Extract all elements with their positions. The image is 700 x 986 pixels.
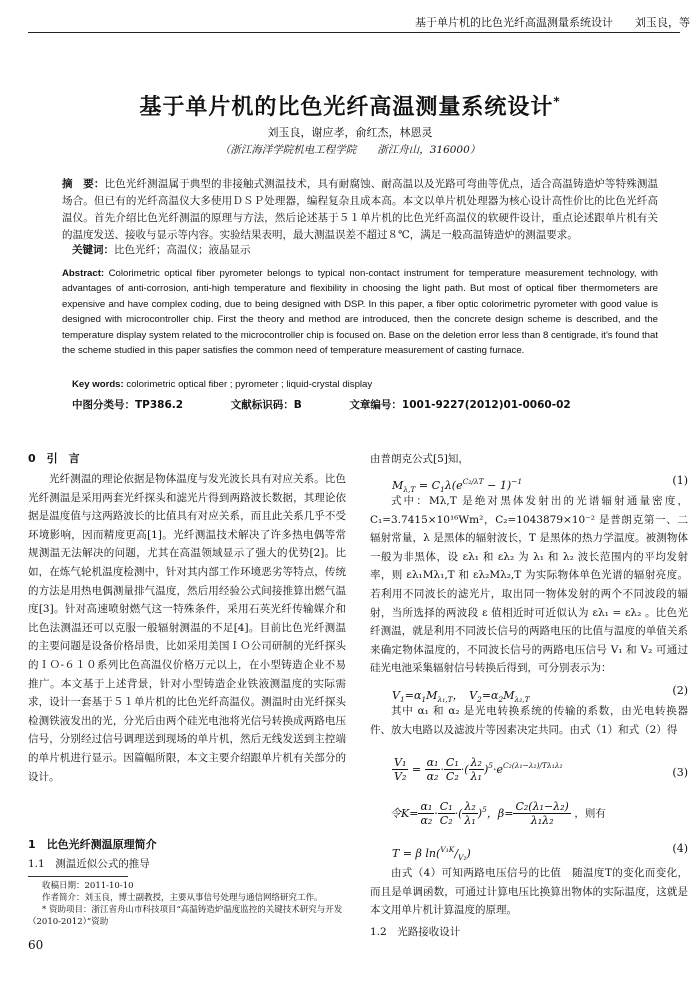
section-1-2-heading: 1.2 光路接收设计 — [370, 926, 461, 938]
running-title: 基于单片机的比色光纤高温测量系统设计 — [415, 16, 613, 29]
equation-2-body: $V_1=\alpha_1M_{\lambda_1,T}$， $V_2=\alpha_2M_{\lambda_2,T}$ — [392, 689, 530, 704]
section-0-heading: 0 引 言 — [28, 452, 80, 465]
abstract-en-label: Abstract: — [62, 268, 105, 279]
equation-1-number: (1) — [672, 474, 688, 487]
affiliation: （浙江海洋学院机电工程学院 浙江舟山，316000） — [219, 144, 481, 156]
footnote-rule — [28, 876, 128, 877]
abstract-english — [62, 266, 658, 358]
equation-2 — [370, 684, 688, 704]
equation-4-explanation: 由式（4）可知两路电压信号的比值 随温度T的变化而变化，而且是单调函数，可通过计算电压比换算出物体的实际温度，这就是本文用单片机计算温度的原理。 — [370, 867, 688, 917]
document-code: 文献标识码：B — [230, 399, 302, 411]
footnote-funding: * 资助项目：浙江省舟山市科技项目“高温铸造炉温度监控的关键技术研究与开发（2010-2012）”资助 — [28, 905, 343, 927]
keywords-chinese — [72, 242, 251, 257]
section-1-1-heading: 1.1 测温近似公式的推导 — [28, 858, 150, 870]
equation-k-beta-body: 令K= $\frac{\text{α₁}}{\text{α₂}}$ · $\frac{\text{C₁}}{\text{C₂}}$ ·( $\frac{\text{λ₂}}{\text{λ₁}}$ )$^5$，β= $\frac{\text{C₂(λ₁−λ₂)}}{\text{λ₁λ₂}}$ — [390, 800, 569, 827]
footnote-author: 作者简介：刘玉良，博士副教授，主要从事信号处理与通信网络研究工作。 — [42, 893, 323, 903]
paper-title-text: 基于单片机的比色光纤高温测量系统设计 — [139, 95, 554, 120]
header-rule — [28, 32, 680, 33]
abstract-cn-label: 摘 要： — [62, 178, 105, 190]
keywords-en-text: colorimetric optical fiber ; pyrometer ; liquid-crystal display — [126, 379, 373, 390]
page-number: 60 — [28, 938, 44, 952]
equation-4 — [370, 842, 688, 862]
article-number: 文章编号：1001-9227(2012)01-0060-02 — [349, 399, 571, 411]
abstract-en-text: Colorimetric optical fiber pyrometer belongs to typical non-contact instrument for temperature measurement technology, with advantages of anti-corrosion, anti-high temperature and flexibility in choosing the light path. But most of optical fiber thermometers are expensive and have complex coding, due to being designed with DSP. In this paper, a fiber optic colorimetric pyrometer with good value is designed with microcontroller chip. First the theory and method are introduced, then the concrete design scheme is described, and the temperature display system related to the microcontroller chip is focused on. Base on the deletion error less than 8 centigrade, it's found that the scheme studied in this paper satisfies the common need of temperature measurement of casting furnace. — [62, 268, 658, 357]
clc-number: 中图分类号：TP386.2 — [72, 399, 184, 411]
title-footnote-mark: * — [553, 94, 561, 109]
classification-line — [72, 397, 672, 412]
intro-paragraph: 光纤测温的理论依据是物体温度与发光波长具有对应关系。比色光纤测温是采用两套光纤探头和滤光片得到两路波长数据，其理论依据是温度值与这两路波长的比值具有对应关系，而且此关系几乎不受环境影响，因而精度更高[1]。光纤测温技术解决了许多热电偶等常规测温无法解决的问题，尤其在高温领域显示了强大的优势[2]。比如，在炼气轮机温度检测中，针对其内部工作环境恶劣等特点，传统的方法是用热电偶测量排气温度，然后用经验公式间接推算出燃气温度[3]。针对高速喷射燃气这一特殊条件，采用石英光纤传输媒介和比色法测温还可以克服一般辐射测温的不足[4]。目前比色光纤测温的主要问题是设备价格昂贵，比如采用美国ＩＯ公司研制的光纤探头的ＩＯ-６１０系列比色高温仪价格万元以上，在小型铸造企业不易推广。本文基于上述背景，针对小型铸造企业铁液测温度的实际需求，设计一套基于５１单片机的比色光纤高温仪。测温时由光纤探头检测铁液发出的光，分光后由两个硅光电池将光信号转换成两路电压信号，分别经过信号调理送到现场的单片机，然后无线发送到主控端的单片机进行显示。因篇幅所限，本文主要介绍跟单片机有关部分的设计。 — [28, 473, 346, 783]
footnotes — [28, 880, 346, 928]
abstract-cn-text: 比色光纤测温属于典型的非接触式测温技术，具有耐腐蚀、耐高温以及光路可弯曲等优点，适合高温铸造炉等特殊测温场合。但已有的光纤高温仪大多使用ＤＳＰ处理器，编程复杂且成本高。本文以单片机处理器为核心设计高性价比的比色光纤高温仪。首先介绍比色光纤测温的原理与方法，然后论述基于５１单片机的比色光纤高温仪的软硬件设计，重点论述跟单片机有关的温度发送、接收与显示等内容。实验结果表明，最大测温误差不超过８℃，满足一般高温铸造炉的测温要求。 — [62, 178, 659, 241]
equation-2-number: (2) — [672, 684, 688, 697]
equation-2-explanation: 其中 α₁ 和 α₂ 是光电转换系统的传输的系数，由光电转换器件、放大电路以及滤波片等因素决定共同。由式（1）和式（2）得 — [370, 705, 688, 736]
equation-4-body: T = β $\ln(^{V_1K}/_{V_2})$ — [392, 845, 471, 862]
equation-1 — [370, 474, 688, 494]
equation-3 — [370, 756, 688, 790]
running-header — [330, 14, 690, 30]
keywords-cn-label: 关键词： — [72, 244, 114, 256]
equation-1-body: $M_{\lambda,T} = C_1\lambda(e^{C_2/\lambda T} - 1)^{-1}$ — [392, 477, 523, 494]
keywords-en-label: Key words: — [72, 379, 124, 390]
footnote-received: 收稿日期：2011-10-10 — [42, 881, 134, 891]
paper-title — [40, 90, 660, 121]
equation-3-number: (3) — [672, 766, 688, 779]
running-authors: 刘玉良，等 — [635, 16, 690, 29]
planck-intro: 由普朗克公式[5]知， — [370, 453, 469, 465]
keywords-cn-text: 比色光纤；高温仪；液晶显示 — [114, 244, 251, 256]
equation-1-explanation: 式中：Mλ,T 是绝对黑体发射出的光谱辐射通量密度，C₁=3.7415×10¹⁶Wm²，C₂=1043879×10⁻² 是普朗克第一、二辐射常量，λ 是黑体的辐射波长，T 是黑体的热力学温度。被测物体一般为非黑体，设 ελ₁ 和 ελ₂ 为 λ₁ 和 λ₂ 波长范围内的平均发射率，则 ελ₁Mλ₁,T 和 ελ₂Mλ₂,T 为实际物体单色光谱的辐射亮度。若利用不同波长的滤光片，取出同一物体发射的两个不同波段的辐射，当所选择的两波段 ε 值相近时可近似认为 ελ₁ = ελ₂ 。比色光纤测温，就是利用不同波长信号的两路电压的比值与温度的单值关系来确定物体温度的，不同波长信号的两路电压信号 V₁ 和 V₂ 可通过硅光电池采集辐射信号转换后得到，可分别表示为： — [370, 495, 688, 675]
keywords-english — [72, 379, 372, 390]
abstract-chinese — [62, 176, 658, 244]
section-1-heading: 1 比色光纤测温原理简介 — [28, 838, 157, 851]
author-list: 刘玉良，谢应孝，俞红杰，林恩灵 — [267, 126, 433, 139]
equation-k-beta — [370, 800, 688, 834]
equation-4-number: (4) — [672, 842, 688, 855]
equation-k-beta-suffix: ，则有 — [574, 807, 606, 820]
equation-3-body: $\frac{\text{V₁}}{\text{V₂}}$ = $\frac{\text{α₁}}{\text{α₂}}$ · $\frac{\text{C₁}}{\text{C₂}}$ ·( $\frac{\text{λ₂}}{\text{λ₁}}$ )$^5\cdot e^{C_2(\lambda_1-\lambda_2)/T\lambda_1\lambda_2}$ — [394, 756, 563, 783]
